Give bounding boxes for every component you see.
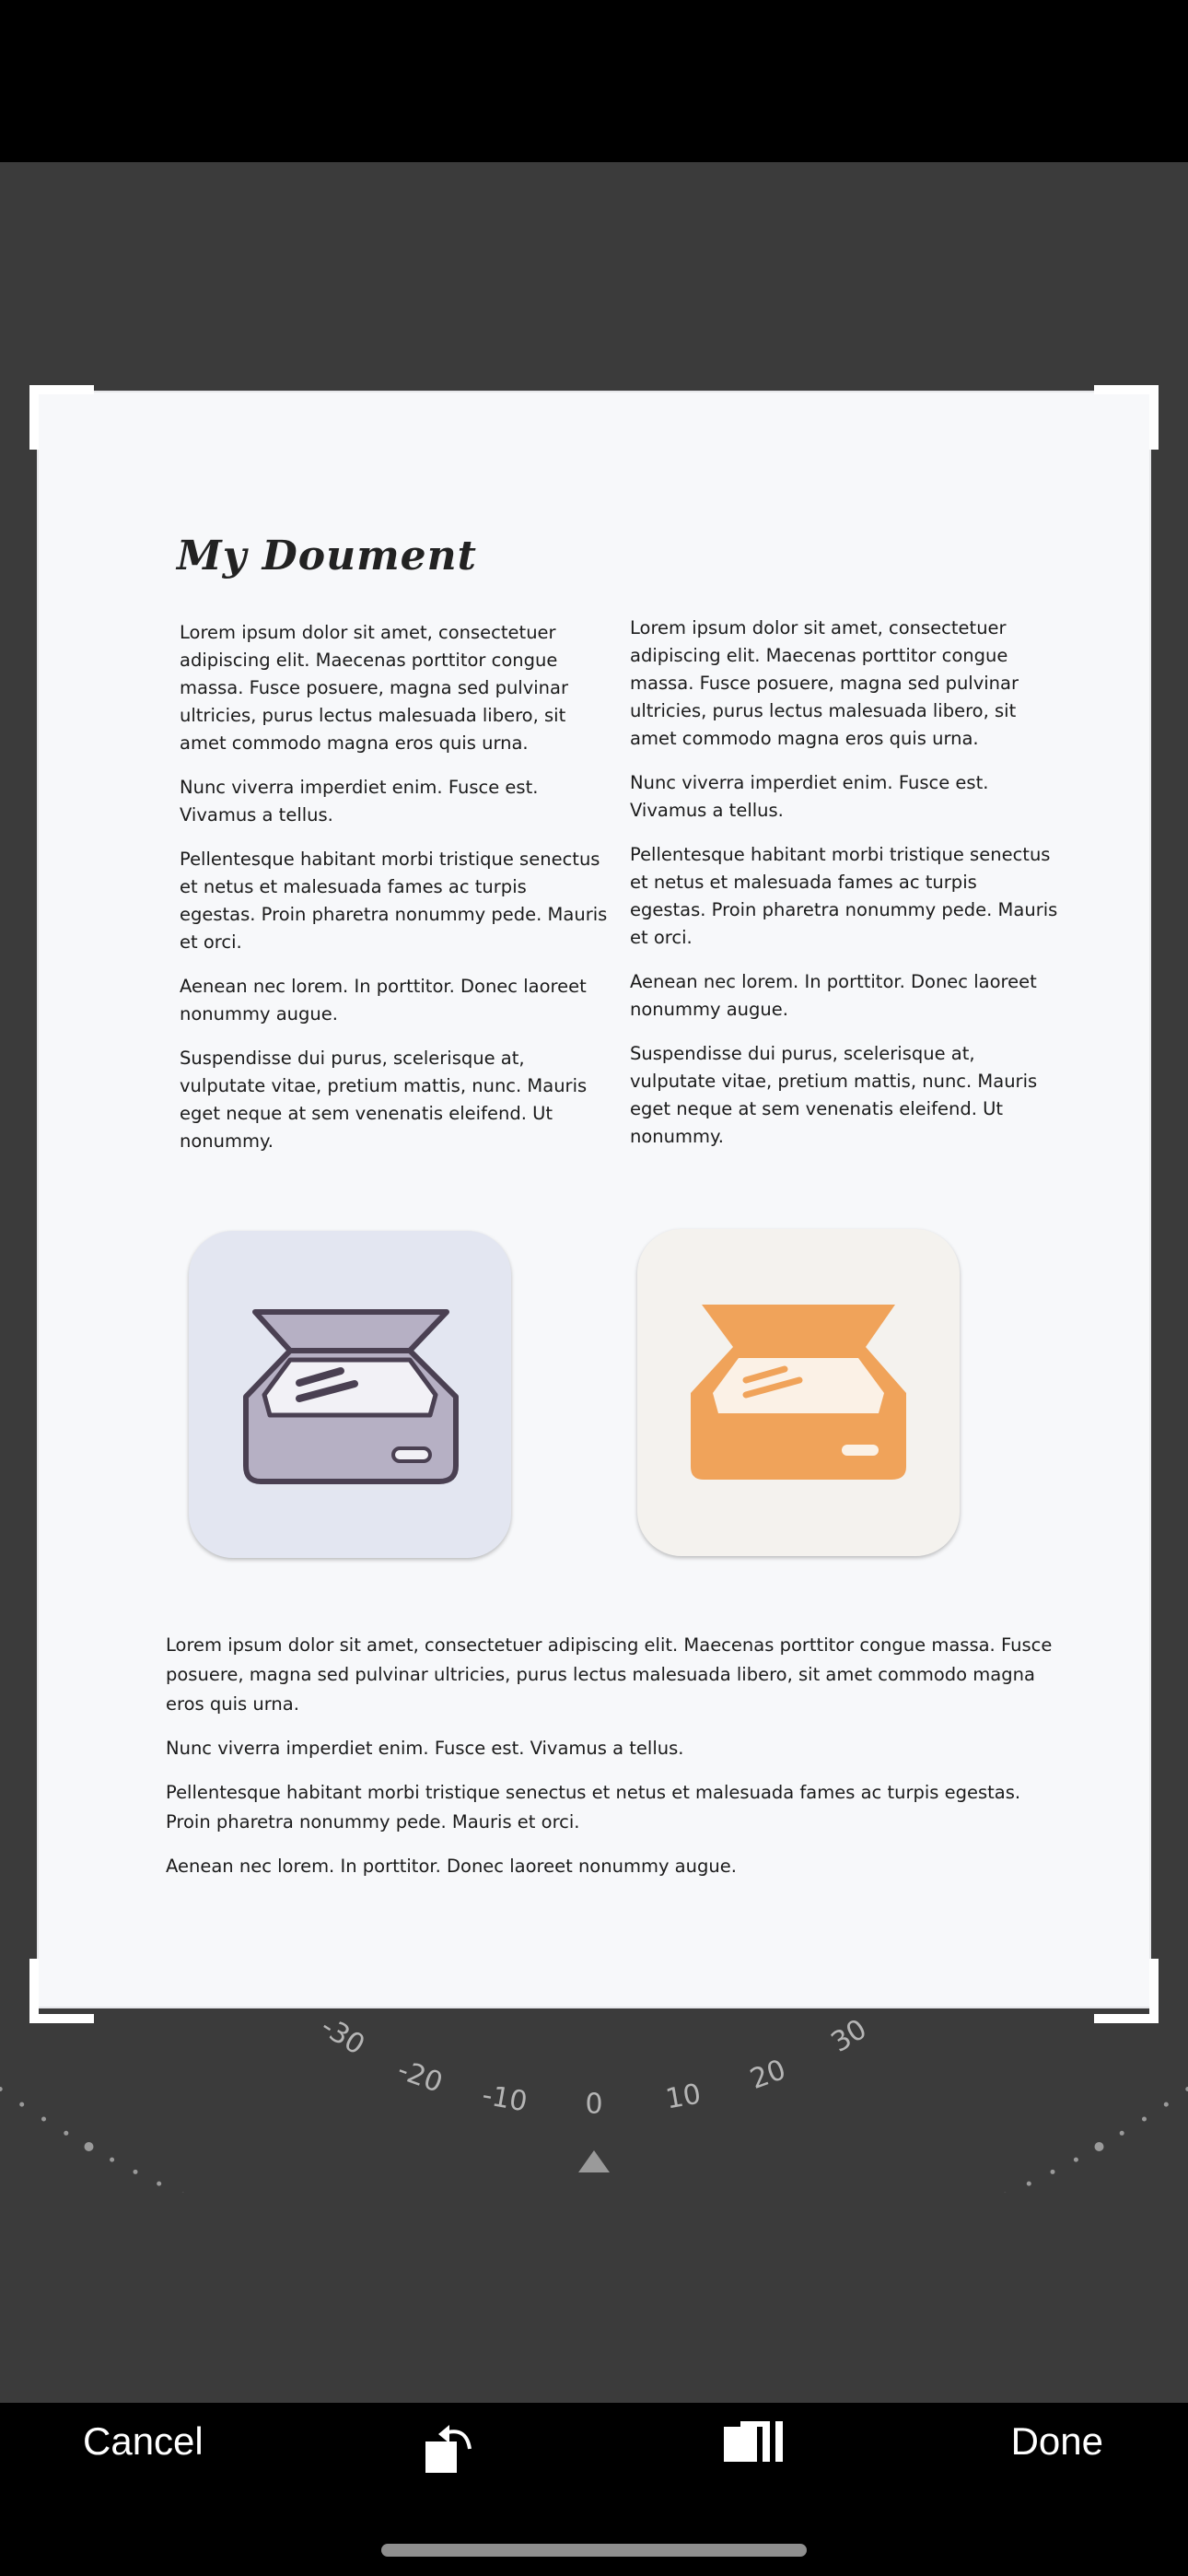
paragraph: Nunc viverra imperdiet enim. Fusce est. Vivamus a tellus. — [180, 777, 539, 825]
dial-label-minus-30: -30 — [314, 2010, 371, 2062]
dial-tick — [41, 2117, 46, 2122]
crop-handle-top-left[interactable] — [29, 385, 94, 450]
home-indicator — [381, 2544, 807, 2557]
dial-label-20: 20 — [746, 2054, 790, 2096]
dial-label-0: 0 — [585, 2088, 603, 2121]
paragraph: Lorem ipsum dolor sit amet, consectetuer adipiscing elit. Maecenas porttitor congue massa. Fusce posuere, magna sed pulvinar ultricies, purus lectus malesuada libero, sit amet commodo magna eros quis urna. — [180, 622, 569, 754]
dial-tick — [1074, 2158, 1078, 2162]
dial-label-minus-20: -20 — [392, 2054, 448, 2100]
dial-tick — [110, 2158, 114, 2162]
dial-label-30: 30 — [825, 2013, 873, 2059]
cancel-button[interactable]: Cancel — [83, 2419, 204, 2463]
dial-tick — [134, 2170, 138, 2174]
paragraph: Aenean nec lorem. In porttitor. Donec laoreet nonummy augue. — [180, 976, 587, 1025]
dial-tick — [1120, 2131, 1124, 2136]
paragraph: Pellentesque habitant morbi tristique senectus et netus et malesuada fames ac turpis egestas. Proin pharetra nonummy pede. Mauris et orci. — [166, 1782, 1021, 1832]
dial-tick — [157, 2182, 161, 2186]
dial-tick — [1027, 2182, 1031, 2186]
paragraph: Pellentesque habitant morbi tristique senectus et netus et malesuada fames ac turpis egestas. Proin pharetra nonummy pede. Mauris et orci. — [180, 849, 608, 953]
dial-tick — [64, 2131, 68, 2136]
dial-tick — [0, 2087, 3, 2091]
dial-pointer-icon — [578, 2150, 610, 2172]
paragraph: Lorem ipsum dolor sit amet, consectetuer adipiscing elit. Maecenas porttitor congue massa. Fusce posuere, magna sed pulvinar ultricies, purus lectus malesuada libero, sit amet commodo magna eros quis urna. — [630, 617, 1019, 749]
paragraph: Aenean nec lorem. In porttitor. Donec laoreet nonummy augue. — [630, 971, 1037, 1020]
dial-tick — [1051, 2170, 1055, 2174]
paragraph: Lorem ipsum dolor sit amet, consectetuer adipiscing elit. Maecenas porttitor congue massa. Fusce posuere, magna sed pulvinar ultricies, purus lectus malesuada libero, sit amet commodo magna eros quis urna. — [166, 1634, 1053, 1715]
dial-tick — [1142, 2117, 1147, 2122]
bottom-toolbar — [0, 2403, 1188, 2576]
paragraph: Nunc viverra imperdiet enim. Fusce est. Vivamus a tellus. — [630, 772, 989, 821]
dial-major-tick — [1095, 2142, 1104, 2151]
paragraph: Suspendisse dui purus, scelerisque at, vulputate vitae, pretium mattis, nunc. Mauris eget neque at sem venenatis eleifend. Ut nonummy. — [180, 1048, 588, 1152]
crop-handle-top-right[interactable] — [1094, 385, 1159, 450]
bottom-text — [166, 1631, 1064, 1896]
done-button[interactable]: Done — [1010, 2419, 1103, 2463]
dial-tick — [1164, 2102, 1169, 2107]
left-column — [180, 619, 608, 1172]
paragraph: Nunc viverra imperdiet enim. Fusce est. Vivamus a tellus. — [166, 1738, 684, 1759]
dial-tick — [19, 2102, 24, 2107]
dial-label-10: 10 — [663, 2078, 704, 2116]
paragraph: Suspendisse dui purus, scelerisque at, vulputate vitae, pretium mattis, nunc. Mauris eget neque at sem venenatis eleifend. Ut nonummy. — [630, 1043, 1038, 1147]
dial-label-minus-10: -10 — [479, 2078, 530, 2119]
scanner-icon — [189, 1231, 511, 1558]
document-title: My Doument — [177, 533, 477, 580]
right-column — [630, 615, 1058, 1167]
rotate-icon[interactable] — [422, 2418, 477, 2475]
dial-major-tick — [85, 2142, 94, 2151]
document-page — [37, 391, 1151, 2008]
aspect-ratio-icon[interactable] — [722, 2419, 785, 2464]
scanner-icon — [637, 1229, 960, 1556]
top-bar — [0, 0, 1188, 162]
paragraph: Pellentesque habitant morbi tristique senectus et netus et malesuada fames ac turpis egestas. Proin pharetra nonummy pede. Mauris et orci. — [630, 844, 1058, 948]
paragraph: Aenean nec lorem. In porttitor. Donec laoreet nonummy augue. — [166, 1856, 737, 1877]
